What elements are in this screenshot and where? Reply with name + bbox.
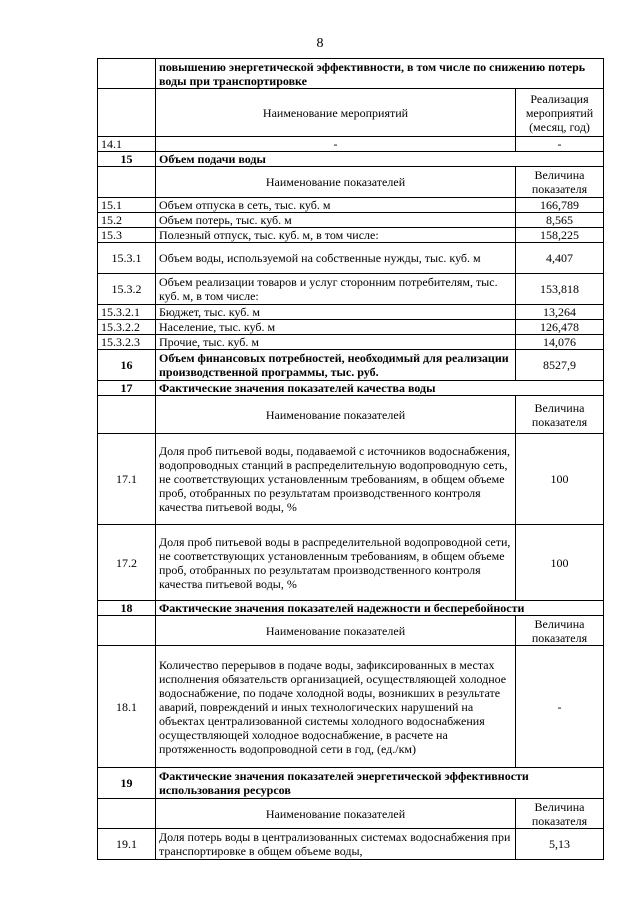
row-num: 15.2 [98,213,156,228]
row-value: 14,076 [516,335,604,350]
header-value: Величина показателя [516,616,604,646]
row-num: 17.1 [98,434,156,525]
table-row [98,243,604,274]
row-name: Объем реализации товаров и услуг сторонним потребителям, тыс. куб. м, в том числе: [156,274,516,305]
row-value: 8,565 [516,213,604,228]
header-value: Величина показателя [516,167,604,198]
header-row-indicators [98,396,604,434]
intro-row [98,59,604,89]
row-value: 100 [516,525,604,601]
row-name: Прочие, тыс. куб. м [156,335,516,350]
row-value: 126,478 [516,320,604,335]
row-num: 15.3 [98,228,156,243]
empty-cell [98,167,156,198]
section-value: 8527,9 [516,350,604,381]
section-title: Фактические значения показателей энергетической эффективности использования ресурсов [156,768,604,799]
header-realization: Реализация мероприятий (месяц, год) [516,89,604,137]
empty-cell [98,799,156,829]
section-row-15 [98,152,604,167]
row-num: 19.1 [98,829,156,860]
row-value: 100 [516,434,604,525]
table-row [98,213,604,228]
table-row [98,335,604,350]
row-num: 15.3.2.1 [98,305,156,320]
row-name: Население, тыс. куб. м [156,320,516,335]
section-num: 17 [98,381,156,396]
row-value: - [516,646,604,768]
table-row [98,198,604,213]
row-num: 15.3.2.3 [98,335,156,350]
row-num: 15.3.1 [98,243,156,274]
row-name: Доля потерь воды в централизованных системах водоснабжения при транспортировке в общем объеме воды, [156,829,516,860]
row-name: - [156,137,516,152]
row-value: 13,264 [516,305,604,320]
header-value: Величина показателя [516,396,604,434]
empty-cell [98,89,156,137]
intro-text: повышению энергетической эффективности, в том числе по снижению потерь воды при транспортировке [156,59,604,89]
header-indicators: Наименование показателей [156,616,516,646]
section-title: Объем финансовых потребностей, необходимый для реализации производственной программы, тыс. руб. [156,350,516,381]
row-name: Полезный отпуск, тыс. куб. м, в том числе: [156,228,516,243]
section-row-17 [98,381,604,396]
row-value: 166,789 [516,198,604,213]
row-name: Доля проб питьевой воды, подаваемой с источников водоснабжения, водопроводных станций в распределительную водопроводную сеть, не соответствующих установленным требованиям, в общем объеме проб, отобранных по результатам производственного контроля качества питьевой воды, % [156,434,516,525]
header-row-measures [98,89,604,137]
section-num: 15 [98,152,156,167]
row-num: 18.1 [98,646,156,768]
row-num: 15.3.2.2 [98,320,156,335]
header-row-indicators [98,799,604,829]
row-name: Объем воды, используемой на собственные нужды, тыс. куб. м [156,243,516,274]
section-title: Фактические значения показателей качества воды [156,381,604,396]
table-row [98,525,604,601]
row-name: Бюджет, тыс. куб. м [156,305,516,320]
section-num: 18 [98,601,156,616]
section-row-16 [98,350,604,381]
row-value: 5,13 [516,829,604,860]
section-num: 19 [98,768,156,799]
header-row-indicators [98,616,604,646]
header-indicators: Наименование показателей [156,167,516,198]
row-value: 153,818 [516,274,604,305]
row-value: 4,407 [516,243,604,274]
section-num: 16 [98,350,156,381]
table-row [98,320,604,335]
section-row-19 [98,768,604,799]
table-row [98,434,604,525]
row-name: Доля проб питьевой воды в распределительной водопроводной сети, не соответствующих установленным требованиям, в общем объеме проб, отобранных по результатам производственного контроля качества питьевой воды, % [156,525,516,601]
section-row-18 [98,601,604,616]
row-name: Объем потерь, тыс. куб. м [156,213,516,228]
row-num: 15.1 [98,198,156,213]
table-row [98,274,604,305]
row-name: Количество перерывов в подаче воды, зафиксированных в местах исполнения обязательств организацией, осуществляющей холодное водоснабжение, по подаче холодной воды, возникших в результате аварий, повреждений и иных технологических нарушений на объектах централизованной системы холодного водоснабжения осуществляющей холодное водоснабжение, в расчете на протяженность водопроводной сети в год, (ед./км) [156,646,516,768]
row-name: Объем отпуска в сеть, тыс. куб. м [156,198,516,213]
empty-cell [98,59,156,89]
header-indicators: Наименование показателей [156,396,516,434]
table-row [98,305,604,320]
table-row [98,137,604,152]
section-title: Фактические значения показателей надежности и бесперебойности [156,601,604,616]
empty-cell [98,616,156,646]
row-num: 15.3.2 [98,274,156,305]
row-value: - [516,137,604,152]
table-row [98,646,604,768]
table-row [98,228,604,243]
header-value: Величина показателя [516,799,604,829]
page-number: 8 [316,36,324,51]
indicators-table [97,58,604,860]
table-row [98,829,604,860]
header-row-indicators [98,167,604,198]
section-title: Объем подачи воды [156,152,604,167]
row-value: 158,225 [516,228,604,243]
header-measures: Наименование мероприятий [156,89,516,137]
row-num: 17.2 [98,525,156,601]
empty-cell [98,396,156,434]
row-num: 14.1 [98,137,156,152]
header-indicators: Наименование показателей [156,799,516,829]
